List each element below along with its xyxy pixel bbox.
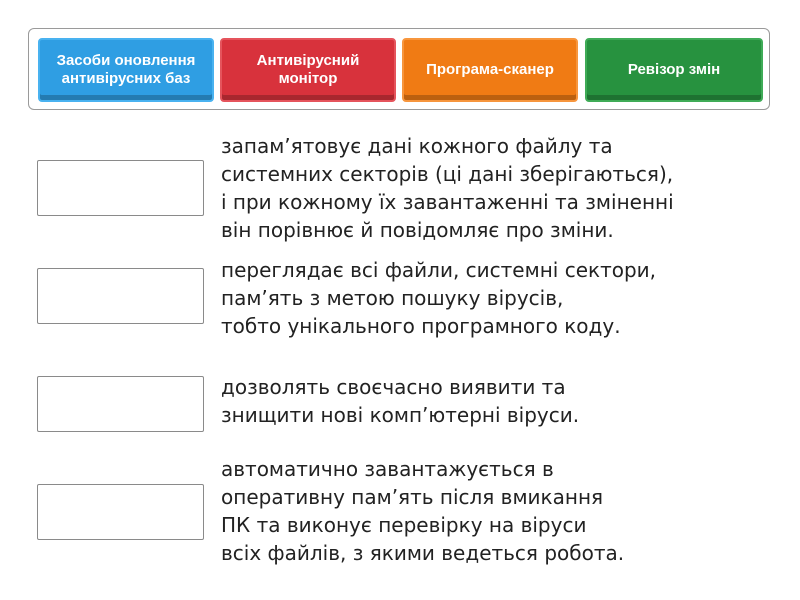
answer-tile-label: Ревізор змін	[627, 61, 721, 78]
answer-drop-box[interactable]	[37, 160, 204, 216]
answer-tile-update-tools[interactable]	[38, 38, 214, 102]
answer-tile-label: Програма-сканер	[426, 61, 554, 78]
answer-tile-label: Засоби оновлення антивірусних баз	[56, 52, 196, 87]
answer-drop-box[interactable]	[37, 376, 204, 432]
answer-tile-change-auditor[interactable]	[585, 38, 763, 102]
description-text: переглядає всі файли, системні сектори, пам’ять з метою пошуку вірусів, тобто унікального програмного коду.	[221, 258, 657, 338]
answer-tile-scanner[interactable]	[402, 38, 578, 102]
description-text: дозволять своєчасно виявити та знищити нові комп’ютерні віруси.	[221, 375, 580, 427]
description-text: запам’ятовує дані кожного файлу та системних секторів (ці дані зберігаються), і при кожному їх завантаженні та зміненні він порівнює й повідомляє про зміни.	[221, 134, 674, 242]
answer-bank	[28, 28, 770, 110]
description-text: автоматично завантажується в оперативну пам’ять після вмикання ПК та виконує перевірку на віруси всіх файлів, з якими ведеться робота.	[221, 457, 625, 565]
answer-drop-box[interactable]	[37, 268, 204, 324]
answer-tile-label: Антивірусний монітор	[256, 52, 360, 87]
answer-drop-box[interactable]	[37, 484, 204, 540]
answer-tile-antivirus-monitor[interactable]	[220, 38, 396, 102]
